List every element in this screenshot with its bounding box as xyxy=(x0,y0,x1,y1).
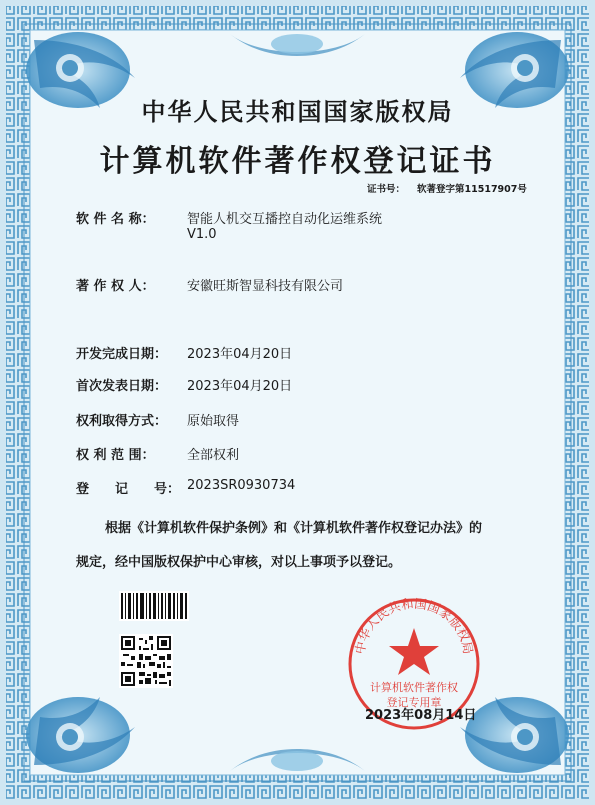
acquisition-method-label: 权利取得方式： xyxy=(76,414,168,429)
seal-text-line-1: 计算机软件著作权 xyxy=(370,681,458,694)
acquisition-method-value: 原始取得 xyxy=(187,414,240,429)
registration-number-label: 登 记 号： xyxy=(76,482,181,497)
certificate-number-label: 证书号： xyxy=(367,184,406,195)
software-name-value: 智能人机交互播控自动化运维系统 xyxy=(187,212,383,227)
issuing-authority: 中华人民共和国国家版权局 xyxy=(141,98,454,126)
publication-date-label: 首次发表日期： xyxy=(76,379,168,394)
statement-line-2: 规定，经中国版权保护中心审核，对以上事项予以登记。 xyxy=(76,555,402,570)
seal-outer-text: 中华人民共和国国家版权局 xyxy=(351,595,477,656)
registration-number-value: 2023SR0930734 xyxy=(187,478,296,493)
certificate-number xyxy=(367,181,527,195)
statement-line-1: 根据《计算机软件保护条例》和《计算机软件著作权登记办法》的 xyxy=(105,521,483,536)
certificate-number-value: 软著登字第11517907号 xyxy=(417,184,527,195)
copyright-owner-label: 著 作 权 人： xyxy=(76,279,155,294)
publication-date-value: 2023年04月20日 xyxy=(187,379,293,394)
copyright-owner-value: 安徽旺斯智显科技有限公司 xyxy=(187,279,344,294)
seal-text-line-2: 登记专用章 xyxy=(386,696,442,709)
development-date-label: 开发完成日期： xyxy=(76,347,168,362)
software-version-value: V1.0 xyxy=(187,227,217,242)
barcode-image xyxy=(119,591,189,621)
certificate-title: 计算机软件著作权登记证书 xyxy=(99,144,496,179)
qr-code-image xyxy=(119,634,173,688)
rights-scope-label: 权 利 范 围： xyxy=(76,448,155,463)
development-date-value: 2023年04月20日 xyxy=(187,347,293,362)
software-name-label: 软 件 名 称： xyxy=(76,212,155,227)
issue-date: 2023年08月14日 xyxy=(365,708,477,723)
rights-scope-value: 全部权利 xyxy=(187,448,240,463)
